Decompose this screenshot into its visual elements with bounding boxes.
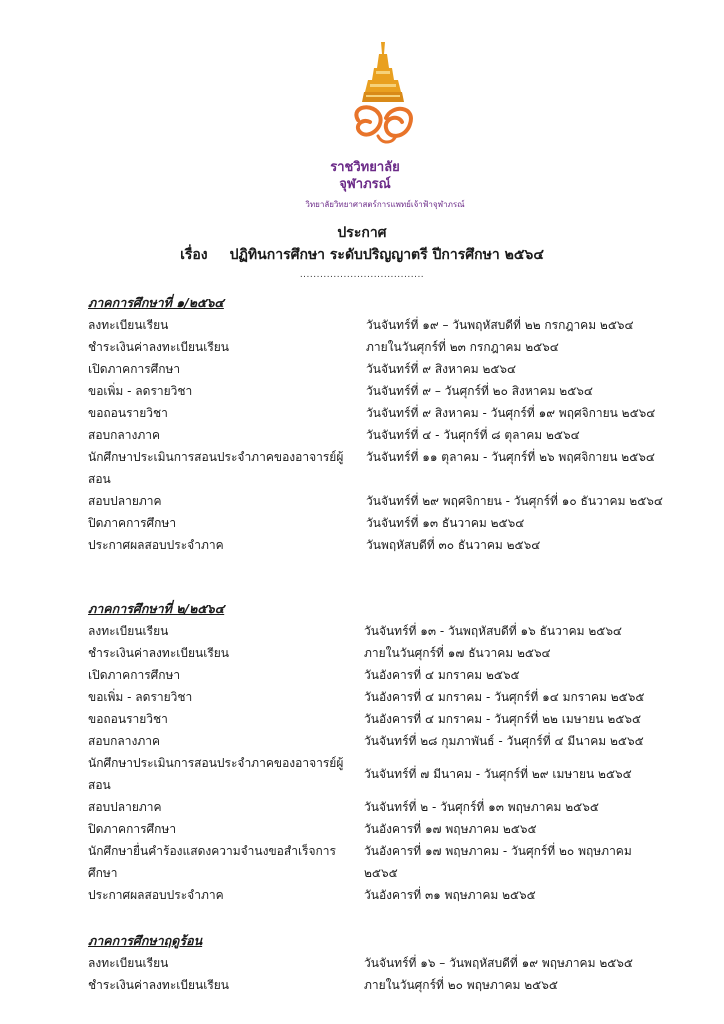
schedule-row: [88, 358, 668, 380]
section-title: ภาคการศึกษาฤดูร้อน: [88, 933, 203, 948]
activity-date: วันจันทร์ที่ ๒ - วันศุกร์ที่ ๑๓ พฤษภาคม ๒๕๖๕: [364, 800, 599, 814]
schedule-row: [88, 686, 668, 708]
activity-label: ขอเพิ่ม - ลดรายวิชา: [88, 384, 193, 398]
activity-label: ลงทะเบียนเรียน: [88, 624, 169, 638]
activity-label: ขอถอนรายวิชา: [88, 406, 168, 420]
schedule-row: [88, 664, 668, 686]
schedule-row: [88, 490, 668, 512]
activity-date: วันอังคารที่ ๓๑ พฤษภาคม ๒๕๖๕: [364, 888, 536, 902]
activity-label: ชำระเงินค่าลงทะเบียนเรียน: [88, 978, 230, 992]
activity-date: วันจันทร์ที่ ๒๙ พฤศจิกายน - วันศุกร์ที่ ๑๐ ธันวาคม ๒๕๖๔: [366, 494, 663, 508]
semester-1-section: [88, 292, 668, 556]
schedule-row: [88, 620, 668, 642]
activity-date: วันจันทร์ที่ ๗ มีนาคม - วันศุกร์ที่ ๒๙ เมษายน ๒๕๖๕: [364, 767, 632, 781]
activity-date: ภายในวันศุกร์ที่ ๒๓ กรกฎาคม ๒๕๖๔: [366, 340, 559, 354]
activity-label: สอบปลายภาค: [88, 800, 162, 814]
activity-date: ภายในวันศุกร์ที่ ๑๗ ธันวาคม ๒๕๖๔: [364, 646, 551, 660]
schedule-row: [88, 818, 668, 840]
schedule-row: [88, 642, 668, 664]
activity-date: วันจันทร์ที่ ๙ สิงหาคม ๒๕๖๔: [366, 362, 517, 376]
activity-label: ปิดภาคการศึกษา: [88, 516, 177, 530]
schedule-row: [88, 446, 668, 490]
subject-line: [0, 244, 724, 266]
activity-date: วันจันทร์ที่ ๙ สิงหาคม - วันศุกร์ที่ ๑๙ พฤศจิกายน ๒๕๖๔: [366, 406, 656, 420]
activity-label: เปิดภาคการศึกษา: [88, 362, 181, 376]
activity-label: ลงทะเบียนเรียน: [88, 318, 169, 332]
activity-label: ขอเพิ่ม - ลดรายวิชา: [88, 690, 193, 704]
college-logo: [290, 40, 480, 212]
activity-date: ภายในวันศุกร์ที่ ๒๐ พฤษภาคม ๒๕๖๕: [364, 978, 558, 992]
activity-label: ขอถอนรายวิชา: [88, 712, 168, 726]
activity-label: ชำระเงินค่าลงทะเบียนเรียน: [88, 340, 230, 354]
separator-line: .....................................: [299, 270, 425, 280]
activity-date: วันจันทร์ที่ ๑๓ - วันพฤหัสบดีที่ ๑๖ ธันวาคม ๒๕๖๔: [364, 624, 623, 638]
activity-label: ชำระเงินค่าลงทะเบียนเรียน: [88, 646, 230, 660]
summer-session-section: [88, 930, 668, 996]
activity-date: วันอังคารที่ ๑๗ พฤษภาคม ๒๕๖๕: [364, 822, 537, 836]
crest-emblem-icon: [338, 40, 428, 154]
activity-label: เปิดภาคการศึกษา: [88, 668, 181, 682]
activity-date: วันจันทร์ที่ ๑๑ ตุลาคม - วันศุกร์ที่ ๒๖ พฤศจิกายน ๒๕๖๔: [366, 450, 655, 464]
logo-subtitle: วิทยาลัยวิทยาศาสตร์การแพทย์เจ้าฟ้าจุฬาภรณ์: [305, 200, 465, 209]
schedule-row: [88, 380, 668, 402]
activity-date: วันอังคารที่ ๔ มกราคม ๒๕๖๕: [364, 668, 520, 682]
activity-date: วันจันทร์ที่ ๑๓ ธันวาคม ๒๕๖๔: [366, 516, 525, 530]
activity-date: วันจันทร์ที่ ๒๘ กุมภาพันธ์ - วันศุกร์ที่ ๔ มีนาคม ๒๕๖๕: [364, 734, 644, 748]
activity-label: นักศึกษายื่นคำร้องแสดงความจำนงขอสำเร็จการศึกษา: [88, 844, 336, 880]
activity-label: นักศึกษาประเมินการสอนประจำภาคของอาจารย์ผู้สอน: [88, 450, 344, 486]
activity-label: ลงทะเบียนเรียน: [88, 956, 169, 970]
schedule-row: [88, 534, 668, 556]
schedule-row: [88, 974, 668, 996]
activity-label: ประกาศผลสอบประจำภาค: [88, 888, 224, 902]
schedule-row: [88, 952, 668, 974]
schedule-row: [88, 730, 668, 752]
activity-date: วันจันทร์ที่ ๙ – วันศุกร์ที่ ๒๐ สิงหาคม ๒๕๖๔: [366, 384, 593, 398]
activity-date: วันอังคารที่ ๔ มกราคม - วันศุกร์ที่ ๑๔ มกราคม ๒๕๖๕: [364, 690, 645, 704]
section-title: ภาคการศึกษาที่ ๒/๒๕๖๔: [88, 601, 225, 616]
schedule-row: [88, 402, 668, 424]
activity-date: วันจันทร์ที่ ๑๙ – วันพฤหัสบดีที่ ๒๒ กรกฎาคม ๒๕๖๔: [366, 318, 634, 332]
schedule-row: [88, 336, 668, 358]
activity-date: วันพฤหัสบดีที่ ๓๐ ธันวาคม ๒๕๖๔: [366, 538, 541, 552]
semester-2-section: [88, 598, 668, 906]
schedule-row: [88, 314, 668, 336]
schedule-row: [88, 752, 668, 796]
activity-label: สอบกลางภาค: [88, 734, 161, 748]
section-title: ภาคการศึกษาที่ ๑/๒๕๖๔: [88, 295, 224, 310]
activity-date: วันอังคารที่ ๔ มกราคม - วันศุกร์ที่ ๒๒ เมษายน ๒๕๖๕: [364, 712, 642, 726]
logo-name-line2: จุฬาภรณ์: [339, 177, 391, 192]
activity-label: สอบกลางภาค: [88, 428, 161, 442]
activity-date: วันจันทร์ที่ ๑๖ – วันพฤหัสบดีที่ ๑๙ พฤษภาคม ๒๕๖๕: [364, 956, 634, 970]
activity-date: วันอังคารที่ ๑๗ พฤษภาคม - วันศุกร์ที่ ๒๐ พฤษภาคม ๒๕๖๕: [364, 844, 632, 880]
schedule-row: [88, 884, 668, 906]
subject-text: ปฏิทินการศึกษา ระดับปริญญาตรี ปีการศึกษา ๒๕๖๔: [229, 247, 544, 263]
schedule-row: [88, 424, 668, 446]
subject-label: เรื่อง: [180, 247, 208, 263]
schedule-row: [88, 840, 668, 884]
logo-name-line1: ราชวิทยาลัย: [330, 160, 400, 175]
announcement-title: ประกาศ: [337, 225, 387, 241]
schedule-row: [88, 708, 668, 730]
activity-label: นักศึกษาประเมินการสอนประจำภาคของอาจารย์ผู้สอน: [88, 756, 344, 792]
schedule-row: [88, 512, 668, 534]
activity-label: ปิดภาคการศึกษา: [88, 822, 177, 836]
activity-label: ประกาศผลสอบประจำภาค: [88, 538, 224, 552]
activity-date: วันจันทร์ที่ ๔ - วันศุกร์ที่ ๘ ตุลาคม ๒๕๖๔: [366, 428, 580, 442]
activity-label: สอบปลายภาค: [88, 494, 162, 508]
schedule-row: [88, 796, 668, 818]
